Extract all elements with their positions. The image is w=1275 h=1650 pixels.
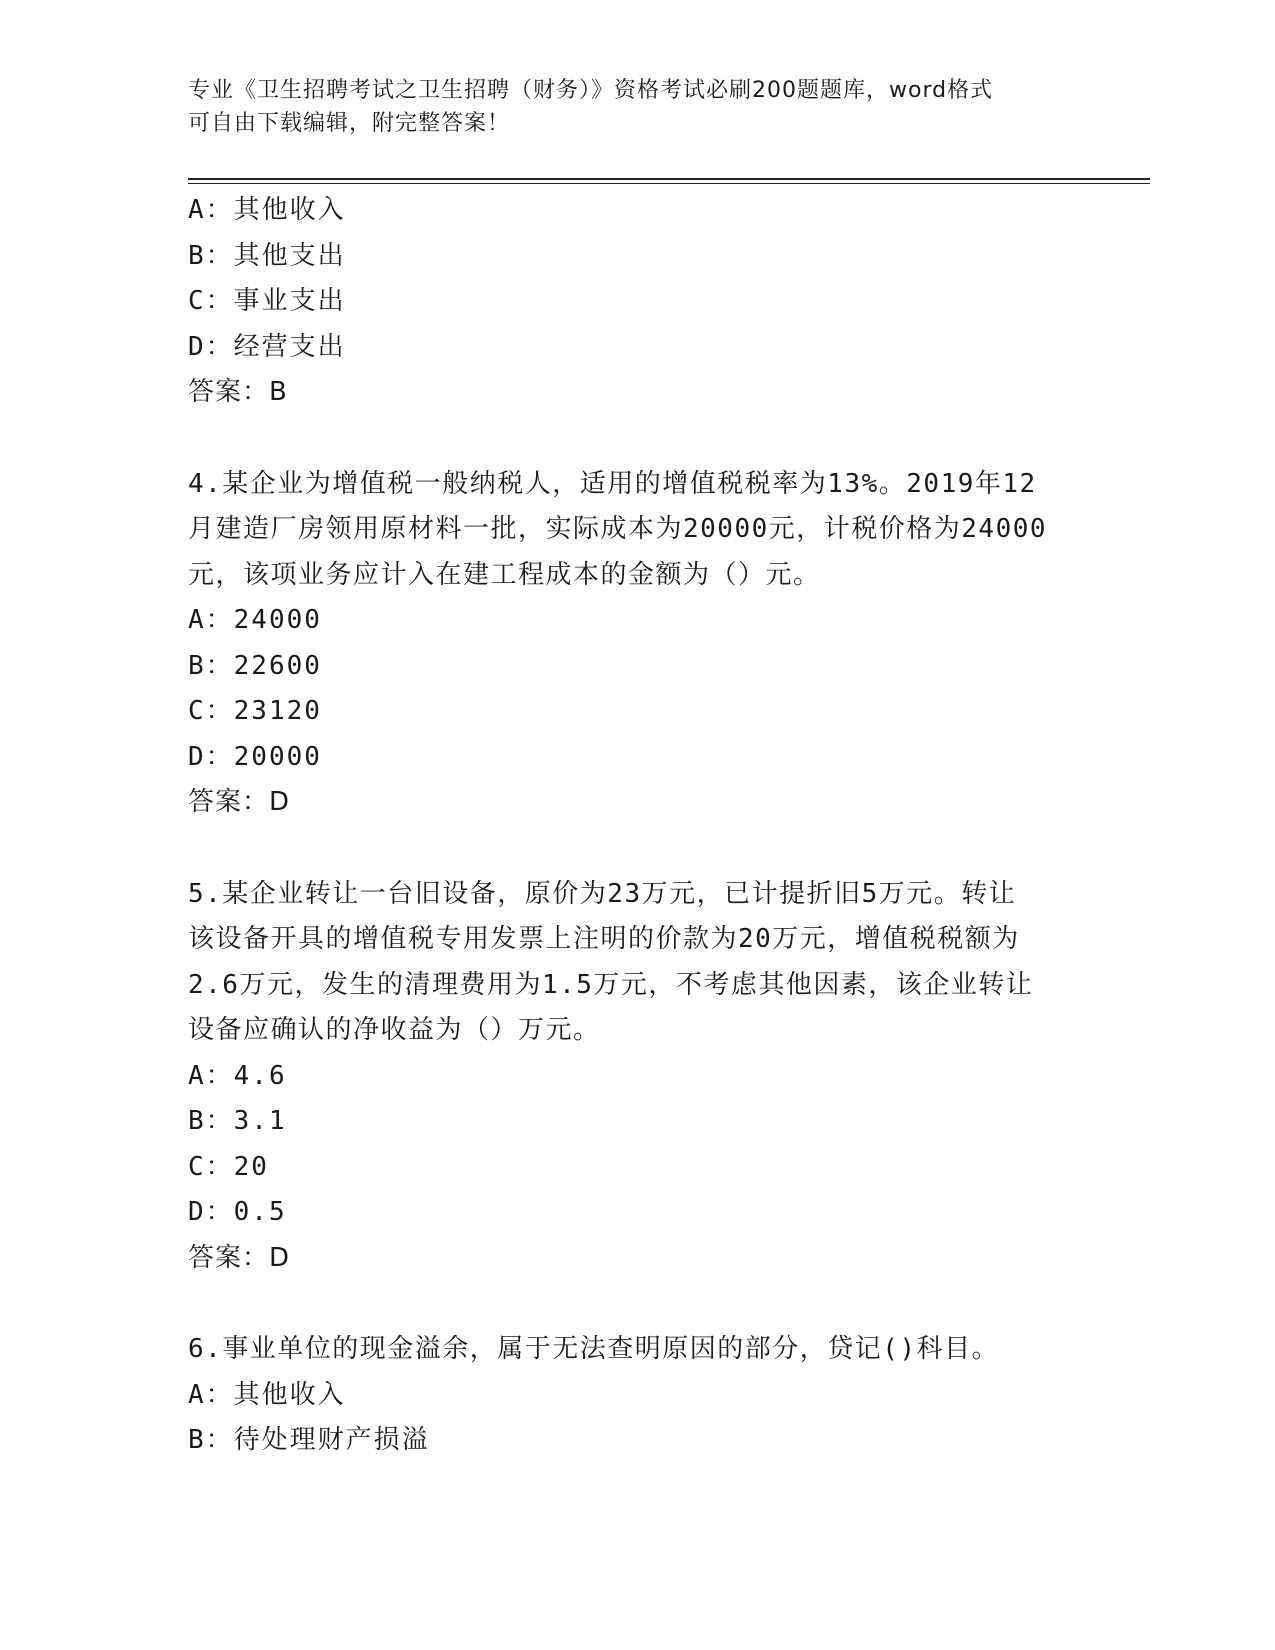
question-text	[188, 872, 1148, 1054]
option-d: D：0.5	[188, 1197, 287, 1227]
question-text	[188, 1327, 1148, 1373]
option-b: B：其他支出	[188, 240, 346, 271]
question-3	[188, 188, 1148, 416]
answer-line: 答案：B	[188, 377, 288, 407]
question-5	[188, 872, 1148, 1282]
question-6	[188, 1327, 1148, 1464]
answer-line: 答案：D	[188, 1242, 291, 1273]
question-text-line: 月建造厂房领用原材料一批，实际成本为20000元，计税价格为24000	[188, 514, 1048, 544]
question-text-line: 5.某企业转让一台旧设备，原价为23万元，已计提折旧5万元。转让	[188, 878, 1017, 909]
header-divider-thin	[188, 183, 1150, 184]
header-divider-thick	[188, 178, 1150, 180]
question-text-line: 元，该项业务应计入在建工程成本的金额为（）元。	[188, 559, 821, 590]
option-a: A：其他收入	[188, 195, 346, 225]
question-text-line: 该设备开具的增值税专用发票上注明的价款为20万元，增值税税额为	[188, 924, 1020, 954]
spacer	[188, 416, 1148, 462]
header-line-1: 专业《卫生招聘考试之卫生招聘（财务）》资格考试必刷200题题库，word格式	[188, 78, 994, 103]
question-text	[188, 462, 1148, 599]
question-text-line: 6.事业单位的现金溢余，属于无法查明原因的部分，贷记()科目。	[188, 1334, 1000, 1364]
spacer	[188, 826, 1148, 872]
option-d: D：经营支出	[188, 331, 346, 362]
option-d: D：20000	[188, 741, 322, 772]
header-line-2: 可自由下载编辑，附完整答案！	[188, 111, 511, 136]
option-b: B：3.1	[188, 1106, 287, 1136]
document-header	[188, 74, 1088, 140]
question-text-line: 2.6万元，发生的清理费用为1.5万元，不考虑其他因素，该企业转让	[188, 969, 1034, 1000]
answer-line: 答案：D	[188, 787, 291, 817]
option-c: C：23120	[188, 696, 322, 726]
question-4	[188, 462, 1148, 826]
option-a: A：其他收入	[188, 1379, 346, 1410]
option-a: A：24000	[188, 605, 322, 635]
question-list	[188, 188, 1148, 1464]
question-text-line: 4.某企业为增值税一般纳税人，适用的增值税税率为13%。2019年12	[188, 468, 1037, 499]
option-a: A：4.6	[188, 1060, 287, 1091]
spacer	[188, 1281, 1148, 1327]
option-b: B：待处理财产损溢	[188, 1425, 430, 1455]
option-b: B：22600	[188, 650, 322, 681]
option-c: C：20	[188, 1151, 269, 1182]
option-c: C：事业支出	[188, 286, 346, 316]
question-text-line: 设备应确认的净收益为（）万元。	[188, 1015, 601, 1045]
